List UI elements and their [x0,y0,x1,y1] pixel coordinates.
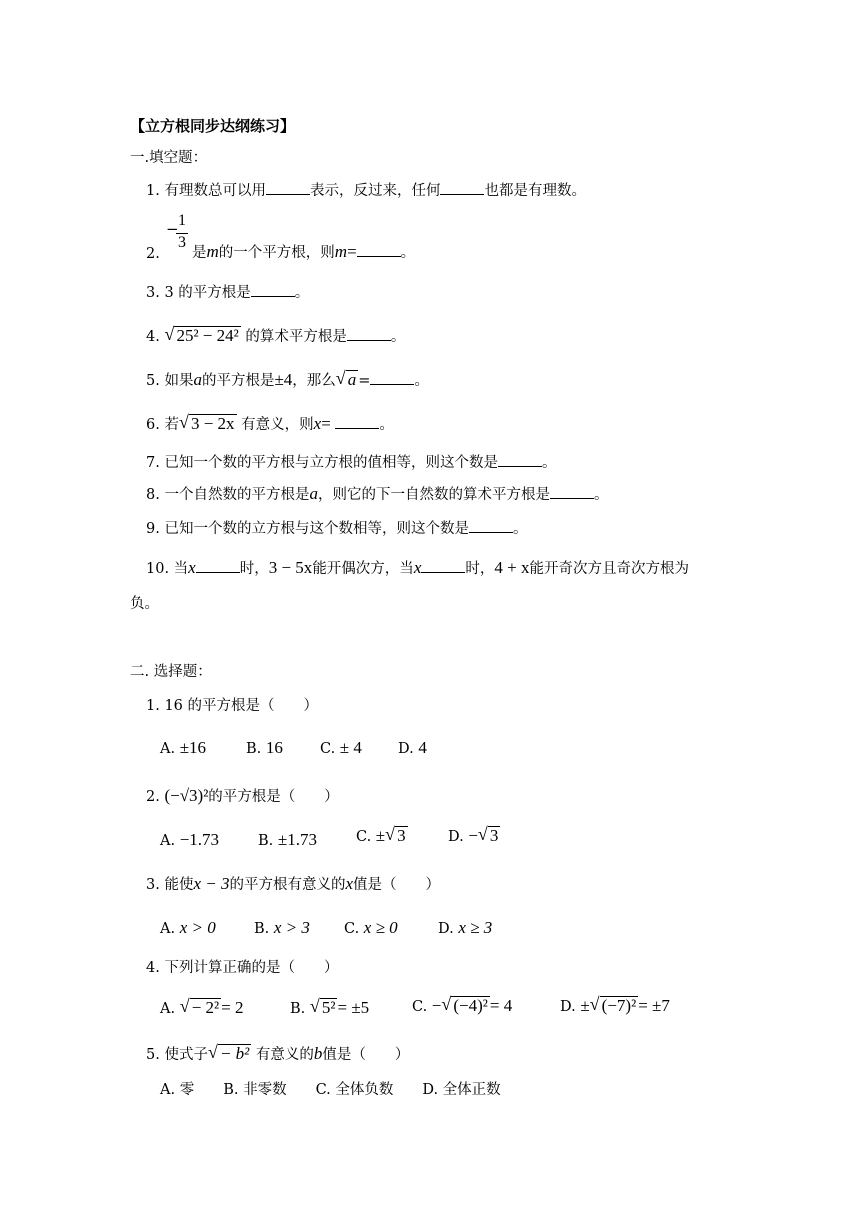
choice-q2-a: A. −1.73 [160,830,220,849]
choice-q5-options: A. 零 B. 非零数 C. 全体负数 D. 全体正数 [160,1082,501,1098]
choice-q3-d: D. x ≥ 3 [438,918,493,937]
fill-q3: 3. 3 的平方根是 。 [146,282,309,303]
choice-q1-a: A. ±16 [160,738,207,757]
choice-q3: 3. 能使x − 3的平方根有意义的x值是（ ） [146,874,441,893]
choice-q1: 1. 16 的平方根是（ ） [146,698,319,714]
fill-q2-num: 2. [146,246,160,262]
answer-blank [469,518,513,533]
choice-q2: 2. (−√3)²的平方根是（ ） [146,786,339,805]
answer-blank [335,414,379,429]
fill-q9: 9. 已知一个数的立方根与这个数相等，则这个数是 。 [146,518,527,539]
choice-q4-a: A. √ − 2² = 2 [160,998,243,1018]
answer-blank [440,180,484,195]
fill-q2: 是m的一个平方根，则m= 。 [192,242,416,261]
choice-q2-d: D. −√ 3 [448,826,500,846]
fill-q10: 10. 当x 时，3 − 5x能开偶次方，当x 时，4 + x能开奇次方且奇次方根为 [146,558,689,577]
fill-q10-wrap: 负。 [130,596,159,612]
fill-q7: 7. 已知一个数的平方根与立方根的值相等，则这个数是 。 [146,452,556,473]
choice-q1-c: C. ± 4 [320,738,362,757]
choice-q4: 4. 下列计算正确的是（ ） [146,960,339,976]
choice-q1-b: B. 16 [246,738,283,757]
answer-blank [196,558,240,573]
choice-q1-d: D. 4 [398,738,427,757]
fill-q4: 4. √ 25² − 24² 的算术平方根是 。 [146,326,405,347]
choice-q2-c: C. ±√ 3 [356,826,408,846]
answer-blank [550,484,594,499]
fill-q8: 8. 一个自然数的平方根是a，则它的下一自然数的算术平方根是 。 [146,484,609,503]
choice-q4-b: B. √ 5² = ±5 [290,998,369,1018]
sqrt-expression: √ 25² − 24² [164,326,240,346]
section-2-heading: 二. 选择题： [130,664,212,680]
answer-blank [251,282,295,297]
document-page: 【立方根同步达纲练习】 一.填空题： 1. 有理数总可以用 表示，反过来，任何 也都是有理数。 − 1 3 2. 是m的一个平方根，则m= 。 3. 3 的平方根是 。 4. √ 25² − 24² 的算术平方根是 。 5. 如果a的平方根是±4，那么√ a = 。 6. 若√ 3 − 2x 有意义，则x= 。 7. 已知一个数的平方根与立方根的值相等，则这个数是 。 8. 一个自然数的平方根是a，则它的下一自然数的算术平方根是 。 9. 已知一个数的立方根与这个数相等，则这个数是 。 10. 当x 时，3 − 5x能开偶次方，当x 时，4 + x能开奇次方且奇次方根为 负。 二. 选择题： 1. 16 的平方根是（ ） A. ±16 B. 16 C. ± 4 D. 4 2. (−√3)²的平方根是（ ） A. −1.73 B. ±1.73 C. ±√ 3 D. −√ 3 3. 能使x − 3的平方根有意义的x值是（ ） A. x > 0 B. x > 3 C. x ≥ 0 D. x ≥ 3 4. 下列计算正确的是（ ） A. √ − 2² = 2 B. √ 5² = ±5 C. −√ (−4)² = 4 D. ±√ (−7)² = ±7 5. 使式子√ − b² 有意义的b值是（ ） A. 零 B. 非零数 C. 全体负数 D. 全体正数 [0,0,860,1216]
fill-q6: 6. 若√ 3 − 2x 有意义，则x= 。 [146,414,394,435]
section-1-heading: 一.填空题： [130,150,208,166]
choice-q4-c: C. −√ (−4)² = 4 [412,996,512,1016]
fill-q1: 1. 有理数总可以用 表示，反过来，任何 也都是有理数。 [146,180,586,201]
choice-q4-d: D. ±√ (−7)² = ±7 [560,996,670,1016]
answer-blank [370,370,414,385]
worksheet-title: 【立方根同步达纲练习】 [130,117,296,135]
answer-blank [357,242,401,257]
choice-q3-c: C. x ≥ 0 [344,918,398,937]
answer-blank [347,326,391,341]
choice-q3-a: A. x > 0 [160,918,216,937]
sqrt-a: √ a [336,370,359,390]
fill-q5: 5. 如果a的平方根是±4，那么√ a = 。 [146,370,429,391]
answer-blank [498,452,542,467]
answer-blank [421,558,465,573]
sqrt-expression: √ 3 − 2x [179,414,237,434]
choice-q2-b: B. ±1.73 [258,830,317,849]
answer-blank [266,180,310,195]
choice-q3-b: B. x > 3 [254,918,310,937]
choice-q5: 5. 使式子√ − b² 有意义的b值是（ ） [146,1044,409,1065]
